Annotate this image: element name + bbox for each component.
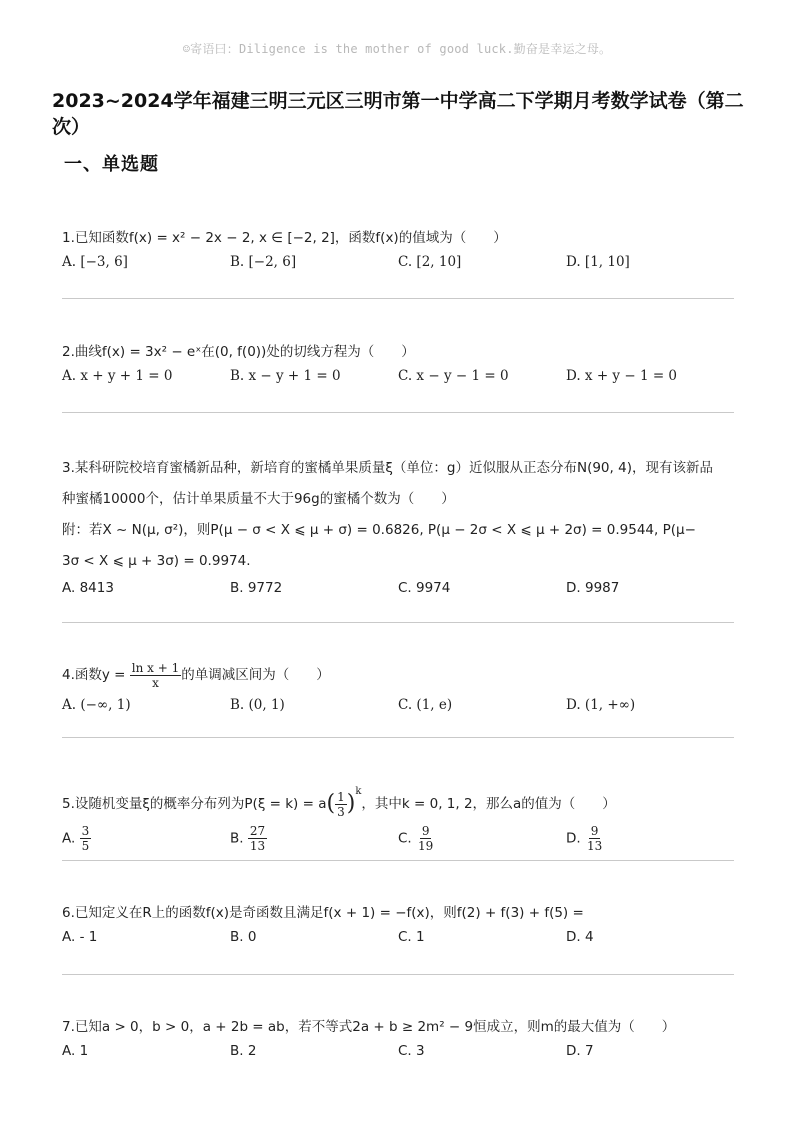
exponent: k xyxy=(355,786,362,797)
question-appendix-cont: 3σ < X ⩽ μ + 3σ) = 0.9974. xyxy=(62,553,251,569)
option-a[interactable] xyxy=(62,824,91,853)
option-b[interactable]: B. 2 xyxy=(230,1043,257,1059)
question-appendix: 附：若X ~ N(μ, σ²)，则P(μ − σ < X ⩽ μ + σ) = 0.6826, P(μ − 2σ < X ⩽ μ + 2σ) = 0.9544, P(μ− xyxy=(62,522,696,538)
option-label: C. xyxy=(398,830,412,847)
right-paren: ) xyxy=(346,791,356,816)
option-c[interactable]: C. [2, 10] xyxy=(398,254,462,270)
fraction-numerator: 9 xyxy=(590,824,599,838)
option-a[interactable]: A. 1 xyxy=(62,1043,89,1059)
fraction-denominator: 19 xyxy=(418,839,434,853)
option-label: B. xyxy=(230,830,244,847)
divider xyxy=(62,298,734,299)
option-d[interactable]: D. 7 xyxy=(566,1043,594,1059)
option-d[interactable]: D. (1, +∞) xyxy=(566,697,636,713)
options-row xyxy=(62,1043,734,1063)
option-c[interactable]: C. 1 xyxy=(398,929,425,945)
divider xyxy=(62,737,734,738)
options-row xyxy=(62,697,734,717)
question-7 xyxy=(62,1017,734,1063)
fraction-denominator: 3 xyxy=(337,804,345,819)
stem-prefix: 4.函数y = xyxy=(62,667,130,683)
fraction xyxy=(80,824,92,853)
option-a[interactable]: A. - 1 xyxy=(62,929,98,945)
fraction-numerator: ln x + 1 xyxy=(131,660,180,675)
option-b[interactable]: B. [−2, 6] xyxy=(230,254,297,270)
option-c[interactable]: C. x − y − 1 = 0 xyxy=(398,368,509,384)
options-row xyxy=(62,368,734,388)
question-stem: 6.已知定义在R上的函数f(x)是奇函数且满足f(x + 1) = −f(x)，则f(2) + f(3) + f(5) = xyxy=(62,905,584,921)
divider xyxy=(62,860,734,861)
question-stem: 3.某科研院校培育蜜橘新品种，新培育的蜜橘单果质量ξ（单位：g）近似服从正态分布N(90, 4)，现有该新品 xyxy=(62,460,713,476)
divider xyxy=(62,622,734,623)
fraction-denominator: 13 xyxy=(586,839,603,853)
option-d[interactable]: D. 4 xyxy=(566,929,594,945)
option-label: D. xyxy=(566,830,581,847)
question-3 xyxy=(62,453,734,600)
option-b[interactable] xyxy=(230,824,267,853)
fraction-numerator: 3 xyxy=(81,824,90,838)
fraction-denominator: x xyxy=(152,675,159,690)
fraction-numerator: 1 xyxy=(337,789,345,804)
question-stem xyxy=(62,657,734,693)
question-4 xyxy=(62,657,734,717)
stem-suffix: ，其中k = 0, 1, 2，那么a的值为（ ） xyxy=(361,796,616,812)
option-c[interactable] xyxy=(398,824,435,853)
option-c[interactable]: C. 3 xyxy=(398,1043,425,1059)
option-label: A. xyxy=(62,830,76,847)
option-d[interactable] xyxy=(566,824,604,853)
divider xyxy=(62,412,734,413)
question-stem xyxy=(62,772,734,824)
options-row xyxy=(62,824,734,858)
question-stem: 1.已知函数f(x) = x² − 2x − 2, x ∈ [−2, 2]，函数f(x)的值域为（ ） xyxy=(62,230,507,246)
stem-suffix: 的单调减区间为（ ） xyxy=(181,667,330,683)
option-b[interactable]: B. (0, 1) xyxy=(230,697,285,713)
divider xyxy=(62,974,734,975)
option-d[interactable]: D. 9987 xyxy=(566,580,620,596)
option-b[interactable]: B. x − y + 1 = 0 xyxy=(230,368,341,384)
fraction xyxy=(248,824,267,853)
question-6 xyxy=(62,903,734,949)
option-a[interactable]: A. x + y + 1 = 0 xyxy=(62,368,173,384)
page-title: 2023~2024学年福建三明三元区三明市第一中学高二下学期月考数学试卷（第二次） xyxy=(52,90,744,138)
question-2 xyxy=(62,342,734,388)
stem-prefix: 5.设随机变量ξ的概率分布列为P(ξ = k) = a xyxy=(62,796,327,812)
option-b[interactable]: B. 9772 xyxy=(230,580,283,596)
options-row xyxy=(62,254,734,274)
option-d[interactable]: D. [1, 10] xyxy=(566,254,630,270)
fraction xyxy=(416,824,435,853)
section-heading: 一、单选题 xyxy=(64,154,159,175)
question-5 xyxy=(62,772,734,858)
fraction-numerator: 9 xyxy=(421,824,430,838)
question-stem: 2.曲线f(x) = 3x² − eˣ在(0, f(0))处的切线方程为（ ） xyxy=(62,344,415,360)
option-b[interactable]: B. 0 xyxy=(230,929,257,945)
question-stem: 7.已知a > 0，b > 0，a + 2b = ab，若不等式2a + b ≥ 2m² − 9恒成立，则m的最大值为（ ） xyxy=(62,1019,676,1035)
left-paren: ( xyxy=(326,791,336,816)
option-a[interactable]: A. [−3, 6] xyxy=(62,254,128,270)
fraction-denominator: 5 xyxy=(81,839,90,853)
fraction xyxy=(335,790,347,819)
fraction xyxy=(585,824,604,853)
options-row xyxy=(62,580,734,600)
fraction-numerator: 27 xyxy=(249,824,266,838)
fraction xyxy=(130,661,181,690)
fraction-denominator: 13 xyxy=(249,839,266,853)
option-c[interactable]: C. (1, e) xyxy=(398,697,453,713)
options-row xyxy=(62,929,734,949)
question-1 xyxy=(62,228,734,274)
option-a[interactable]: A. (−∞, 1) xyxy=(62,697,131,713)
question-stem-cont: 种蜜橘10000个，估计单果质量不大于96g的蜜橘个数为（ ） xyxy=(62,491,455,507)
option-c[interactable]: C. 9974 xyxy=(398,580,451,596)
header-motto: ☺寄语曰：Diligence is the mother of good luck.勤奋是幸运之母。 xyxy=(182,42,612,56)
option-d[interactable]: D. x + y − 1 = 0 xyxy=(566,368,678,384)
option-a[interactable]: A. 8413 xyxy=(62,580,114,596)
